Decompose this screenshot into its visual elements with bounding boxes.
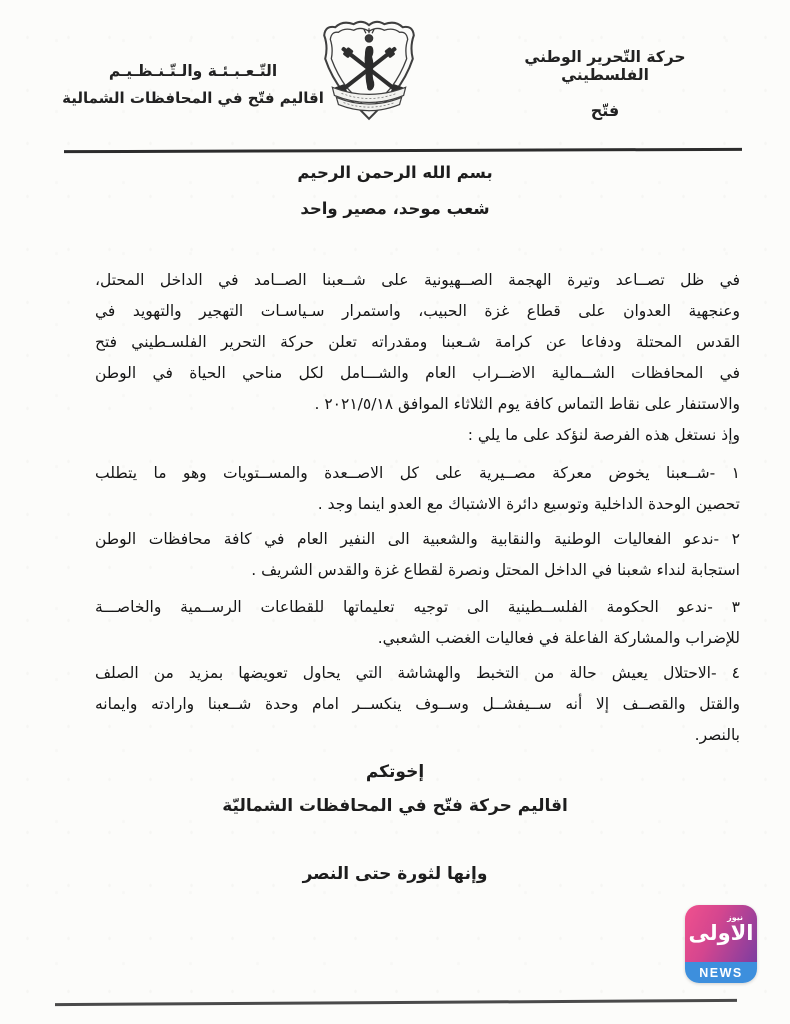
- news-band: [685, 962, 757, 983]
- news-arabic-main-label: الاولى: [688, 921, 754, 945]
- item-4-paragraph: [95, 658, 740, 751]
- org-fatah-line: فتّح: [590, 101, 620, 120]
- text-line: وعنجهية العدوان على قطاع غزة الحبيب، واستمرار سـياسـات التهجير والتهويد في: [95, 302, 740, 320]
- header-divider: [64, 148, 742, 153]
- text-line: والقتل والقصــف إلا أنه ســيفشــل وســوف ينكســر امام وحدة شــعبنا وارادته وايمانه: [95, 695, 740, 713]
- text-line: للإضراب والمشاركة الفاعلة في فعاليات الغضب الشعبي.: [377, 629, 740, 647]
- alawla-news-watermark: [685, 905, 757, 983]
- fatah-crest-icon: [313, 14, 425, 130]
- basmala-line: بسم الله الرحمن الرحيم: [297, 163, 493, 182]
- item-2-paragraph: [95, 524, 740, 586]
- text-line: تحصين الوحدة الداخلية وتوسيع دائرة الاشتباك مع العدو اينما وجد .: [317, 495, 740, 513]
- text-line: والاستنفار على نقاط التماس كافة يوم الثلاثاء الموافق ٢٠٢١/٥/١٨ .: [314, 395, 740, 413]
- text-line: ٣ -ندعو الحكومة الفلســطينية الى توجيه تعليماتها للقطاعات الرســمية والخاصـــة: [95, 598, 740, 616]
- text-line: في ظل تصــاعد وتيرة الهجمة الصــهيونية على شــعبنا الصــامد في الداخل المحتل،: [95, 271, 740, 289]
- header-org-left: [62, 62, 324, 107]
- text-line: بالنصر.: [694, 726, 740, 744]
- item-3-paragraph: [95, 592, 740, 654]
- text-line: وإذ نستغل هذه الفرصة لنؤكد على ما يلي :: [467, 426, 740, 444]
- regions-line: اقاليم فتّح في المحافظات الشمالية: [62, 89, 324, 107]
- text-line: استجابة لنداء شعبنا في الداخل المحتل ونصرة لقطاع غزة والقدس الشريف .: [251, 561, 740, 579]
- signature-brothers-line: إخوتكم: [365, 762, 425, 782]
- signature-regions-line: اقاليم حركة فتّح في المحافظات الشماليّة: [222, 796, 568, 816]
- footer-divider: [55, 999, 737, 1006]
- preamble-paragraph: [95, 420, 740, 451]
- text-line: ٤ -الاحتلال يعيش حالة من التخبط والهشاشة التي يحاول تعويضها بمزيد من الصلف: [95, 664, 740, 682]
- tanzim-line: التّـعـبـئـة والـتّـنـظـيـم: [108, 62, 278, 80]
- news-label: NEWS: [699, 965, 743, 980]
- text-line: في المحافظات الشــمالية الاضــراب العام والشـــامل لكل مناحي الحياة في الوطن: [95, 364, 740, 382]
- signature-revolution-line: وإنها لثورة حتى النصر: [302, 864, 488, 884]
- text-line: ٢ -ندعو الفعاليات الوطنية والنقابية والشعبية الى النفير العام في كافة محافظات الوطن: [95, 530, 740, 548]
- news-badge-gradient: [685, 905, 757, 962]
- header-org-right: [480, 48, 730, 120]
- intro-paragraph: [95, 265, 740, 420]
- item-1-paragraph: [95, 458, 740, 520]
- slogan-line: شعب موحد، مصير واحد: [300, 199, 490, 218]
- org-name-line: حركة التّحرير الوطني الفلسطيني: [524, 48, 686, 84]
- text-line: القدس المحتلة ودفاعا عن كرامة شـعبنا ومقدراته تعلن حركة التحرير الفلسـطيني فتح: [95, 333, 740, 351]
- news-arabic-small-label: نيوز: [727, 913, 743, 922]
- text-line: ١ -شــعبنا يخوض معركة مصــيرية على كل الاصــعدة والمســتويات وهو ما يتطلب: [95, 464, 740, 482]
